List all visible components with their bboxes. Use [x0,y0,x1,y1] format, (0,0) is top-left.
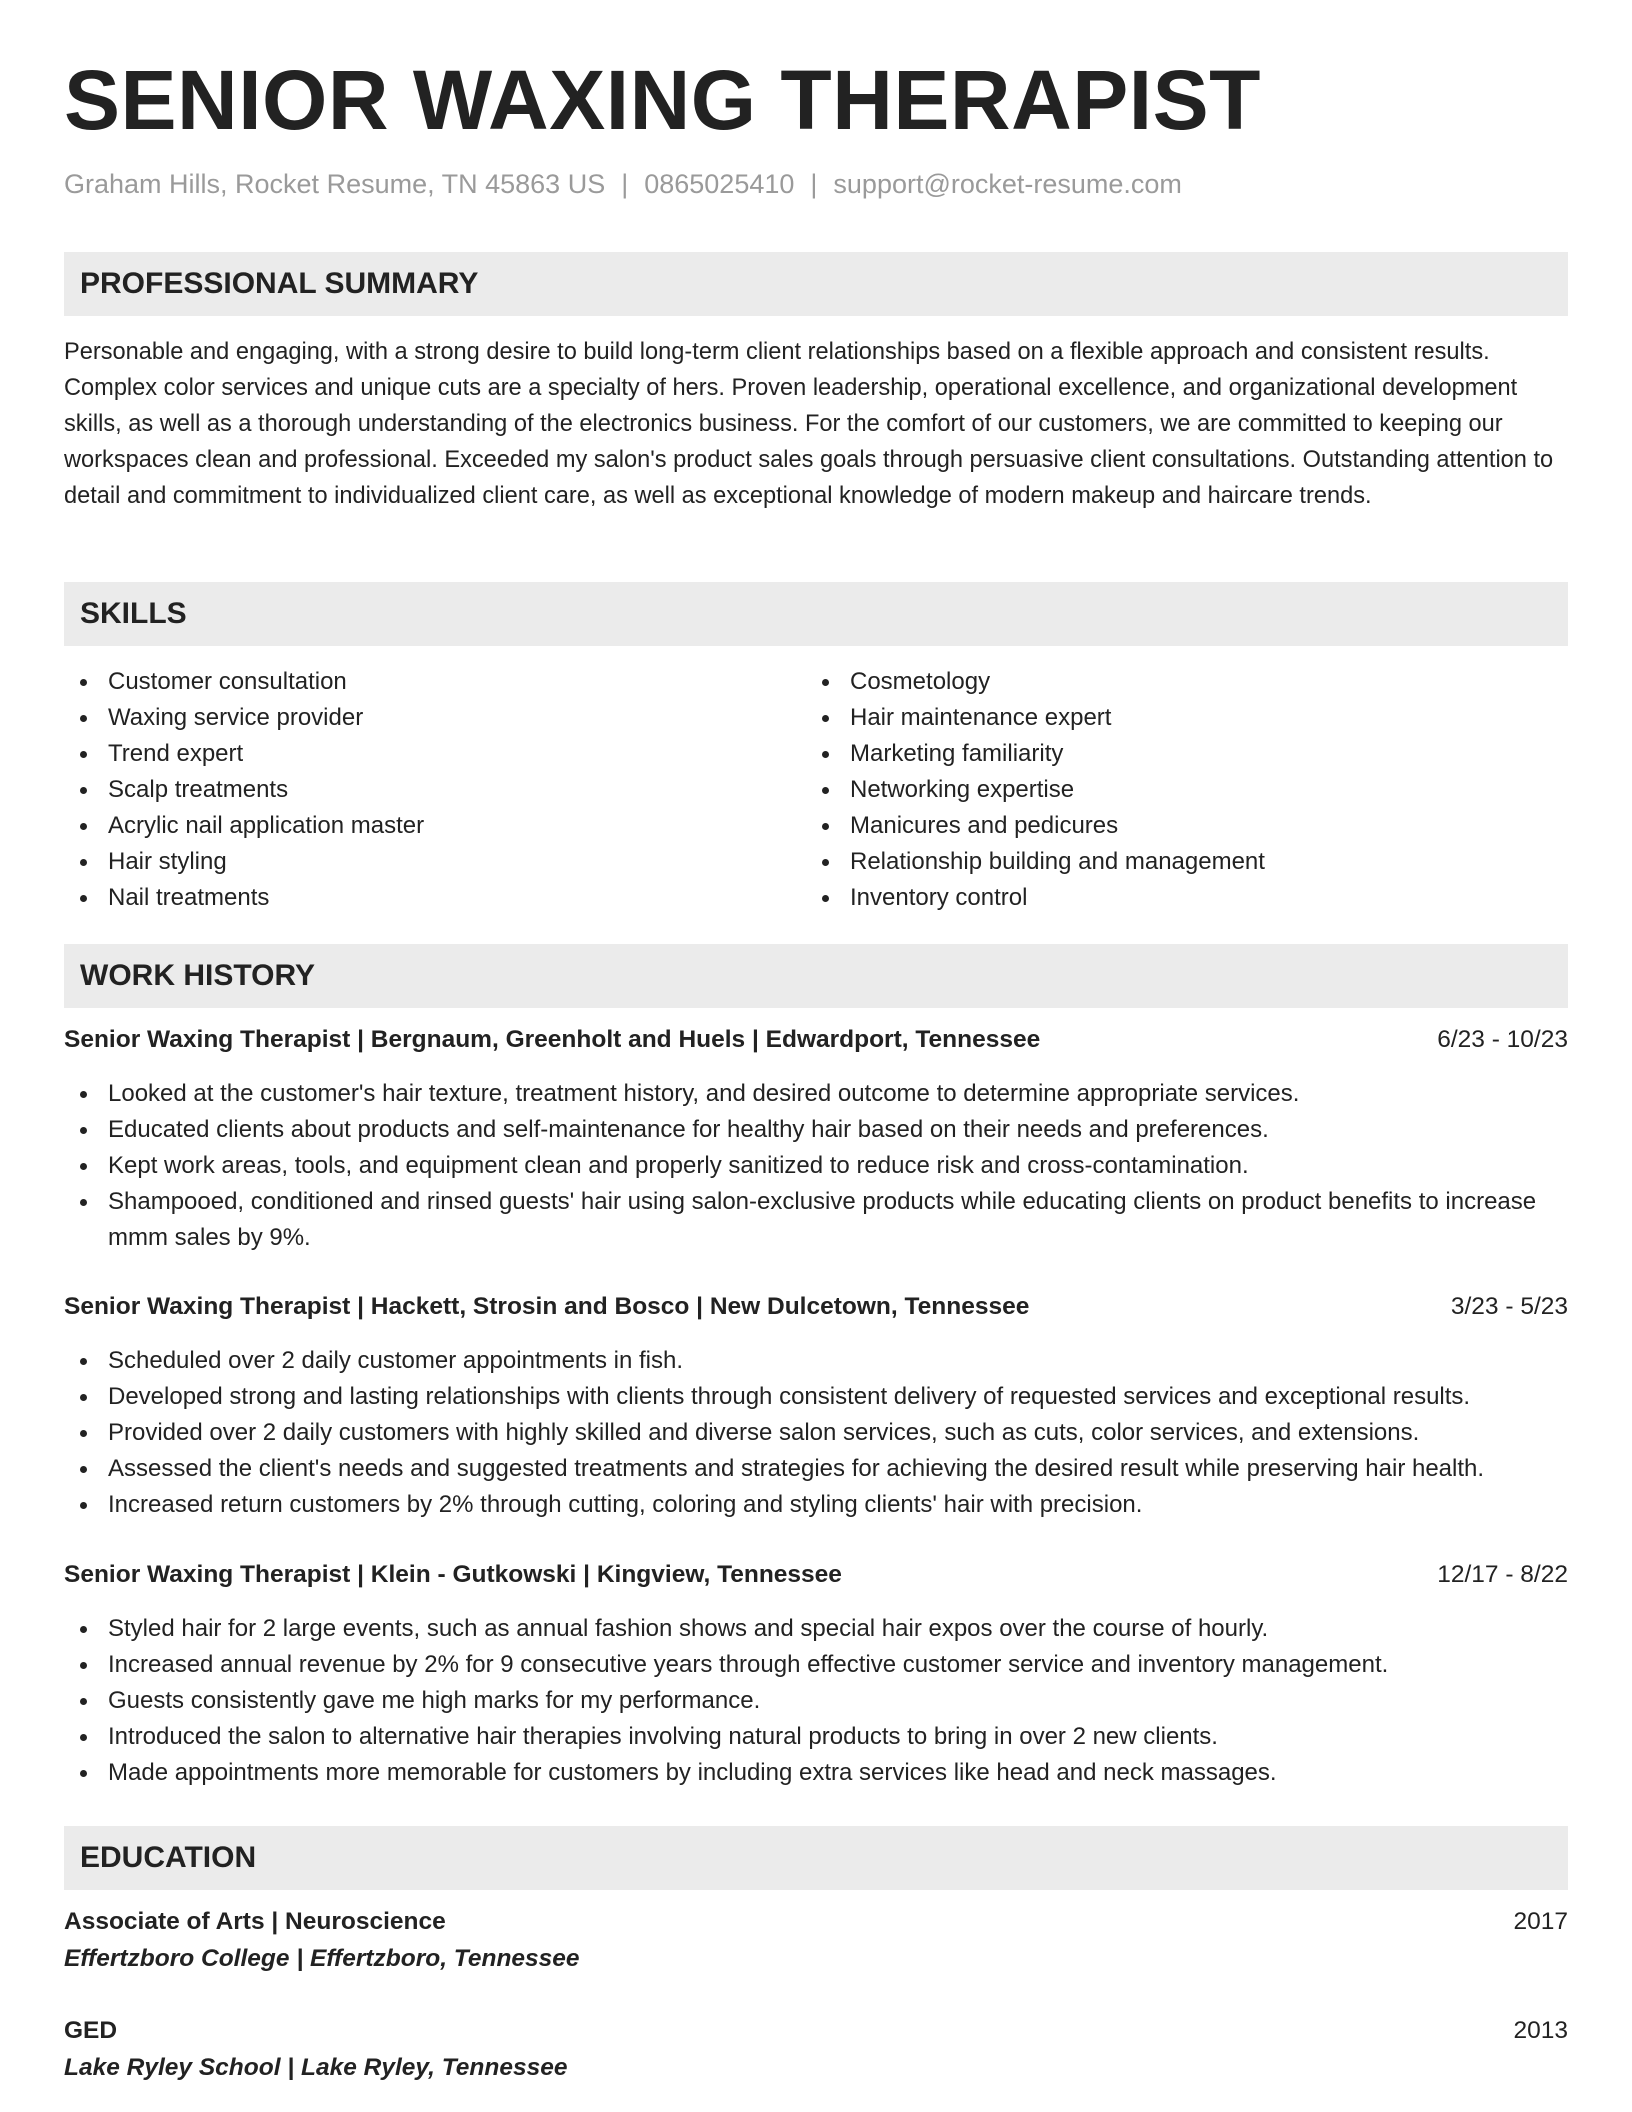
contact-separator: | [621,169,629,199]
job-dates: 3/23 - 5/23 [1450,1293,1568,1320]
section-header-work-history: WORK HISTORY [64,944,1568,1008]
education-year: 2017 [1513,1908,1568,1935]
education-entry [64,2013,1568,2086]
job-dates: 6/23 - 10/23 [1437,1026,1568,1053]
skill-item: Nail treatments [64,880,806,916]
job-header [64,1022,1568,1058]
job-bullet: Shampooed, conditioned and rinsed guests' hair using salon-exclusive products while educating clients on product benefits to increase mmm sales by 9%. [64,1184,1568,1256]
job-dates: 12/17 - 8/22 [1437,1561,1568,1588]
education-header [64,2013,1568,2049]
job-bullet: Kept work areas, tools, and equipment clean and properly sanitized to reduce risk and cross-contamination. [64,1148,1568,1184]
skill-item: Marketing familiarity [806,736,1568,772]
job-title: Senior Waxing Therapist | Bergnaum, Greenholt and Huels | Edwardport, Tennessee [64,1026,1041,1053]
section-header-education: EDUCATION [64,1826,1568,1890]
education-year: 2013 [1513,2017,1568,2044]
section-header-skills: SKILLS [64,582,1568,646]
education-degree: Associate of Arts | Neuroscience [64,1908,446,1935]
job-title: Senior Waxing Therapist | Klein - Gutkowski | Kingview, Tennessee [64,1561,842,1588]
job-title: Senior Waxing Therapist | Hackett, Strosin and Bosco | New Dulcetown, Tennessee [64,1293,1030,1320]
education-school: Lake Ryley School | Lake Ryley, Tennessee [64,2054,568,2081]
skill-item: Acrylic nail application master [64,808,806,844]
skill-item: Cosmetology [806,664,1568,700]
skill-item: Trend expert [64,736,806,772]
skill-item: Inventory control [806,880,1568,916]
contact-email[interactable]: support@rocket-resume.com [833,169,1182,199]
skills-list [64,664,1568,916]
job-bullet: Looked at the customer's hair texture, treatment history, and desired outcome to determine appropriate services. [64,1076,1568,1112]
skill-item: Hair styling [64,844,806,880]
skill-item: Customer consultation [64,664,806,700]
job-entry [64,1289,1568,1523]
job-entry [64,1557,1568,1791]
skills-column-left [64,664,806,916]
job-bullet: Styled hair for 2 large events, such as annual fashion shows and special hair expos over the course of hourly. [64,1611,1568,1647]
job-bullet: Guests consistently gave me high marks for my performance. [64,1683,1568,1719]
education-school: Effertzboro College | Effertzboro, Tennessee [64,1945,580,1972]
skill-item: Relationship building and management [806,844,1568,880]
job-bullet: Scheduled over 2 daily customer appointments in fish. [64,1343,1568,1379]
job-bullet: Made appointments more memorable for customers by including extra services like head and neck massages. [64,1755,1568,1791]
job-header [64,1557,1568,1593]
job-bullet: Increased return customers by 2% through cutting, coloring and styling clients' hair with precision. [64,1487,1568,1523]
contact-line [64,168,1182,200]
section-header-summary: PROFESSIONAL SUMMARY [64,252,1568,316]
summary-text: Personable and engaging, with a strong desire to build long-term client relationships based on a flexible approach and consistent results. Complex color services and unique cuts are a specialty of hers. Proven leadership, operational excellence, and organizational development skills, as well as a thorough understanding of the electronics business. For the comfort of our customers, we are committed to keeping our workspaces clean and professional. Exceeded my salon's product sales goals through persuasive client consultations. Outstanding attention to detail and commitment to individualized client care, as well as exceptional knowledge of modern makeup and haircare trends. [64,339,1554,509]
job-bullet: Developed strong and lasting relationships with clients through consistent delivery of requested services and exceptional results. [64,1379,1568,1415]
skill-item: Networking expertise [806,772,1568,808]
education-header [64,1904,1568,1940]
job-bullet: Increased annual revenue by 2% for 9 consecutive years through effective customer service and inventory management. [64,1647,1568,1683]
job-bullet: Introduced the salon to alternative hair therapies involving natural products to bring in over 2 new clients. [64,1719,1568,1755]
skills-column-right [806,664,1568,916]
job-entry [64,1022,1568,1256]
contact-separator: | [810,169,818,199]
education-entry [64,1904,1568,1977]
skill-item: Hair maintenance expert [806,700,1568,736]
skill-item: Manicures and pedicures [806,808,1568,844]
education-degree: GED [64,2017,118,2044]
job-bullets [64,1343,1568,1523]
contact-phone[interactable]: 0865025410 [644,169,795,199]
skill-item: Scalp treatments [64,772,806,808]
skill-item: Waxing service provider [64,700,806,736]
contact-address: Graham Hills, Rocket Resume, TN 45863 US [64,169,606,199]
job-bullet: Assessed the client's needs and suggested treatments and strategies for achieving the desired result while preserving hair health. [64,1451,1568,1487]
job-bullets [64,1076,1568,1256]
candidate-name: SENIOR WAXING THERAPIST [64,53,1261,147]
job-bullet: Provided over 2 daily customers with highly skilled and diverse salon services, such as cuts, color services, and extensions. [64,1415,1568,1451]
job-header [64,1289,1568,1325]
job-bullet: Educated clients about products and self-maintenance for healthy hair based on their needs and preferences. [64,1112,1568,1148]
job-bullets [64,1611,1568,1791]
